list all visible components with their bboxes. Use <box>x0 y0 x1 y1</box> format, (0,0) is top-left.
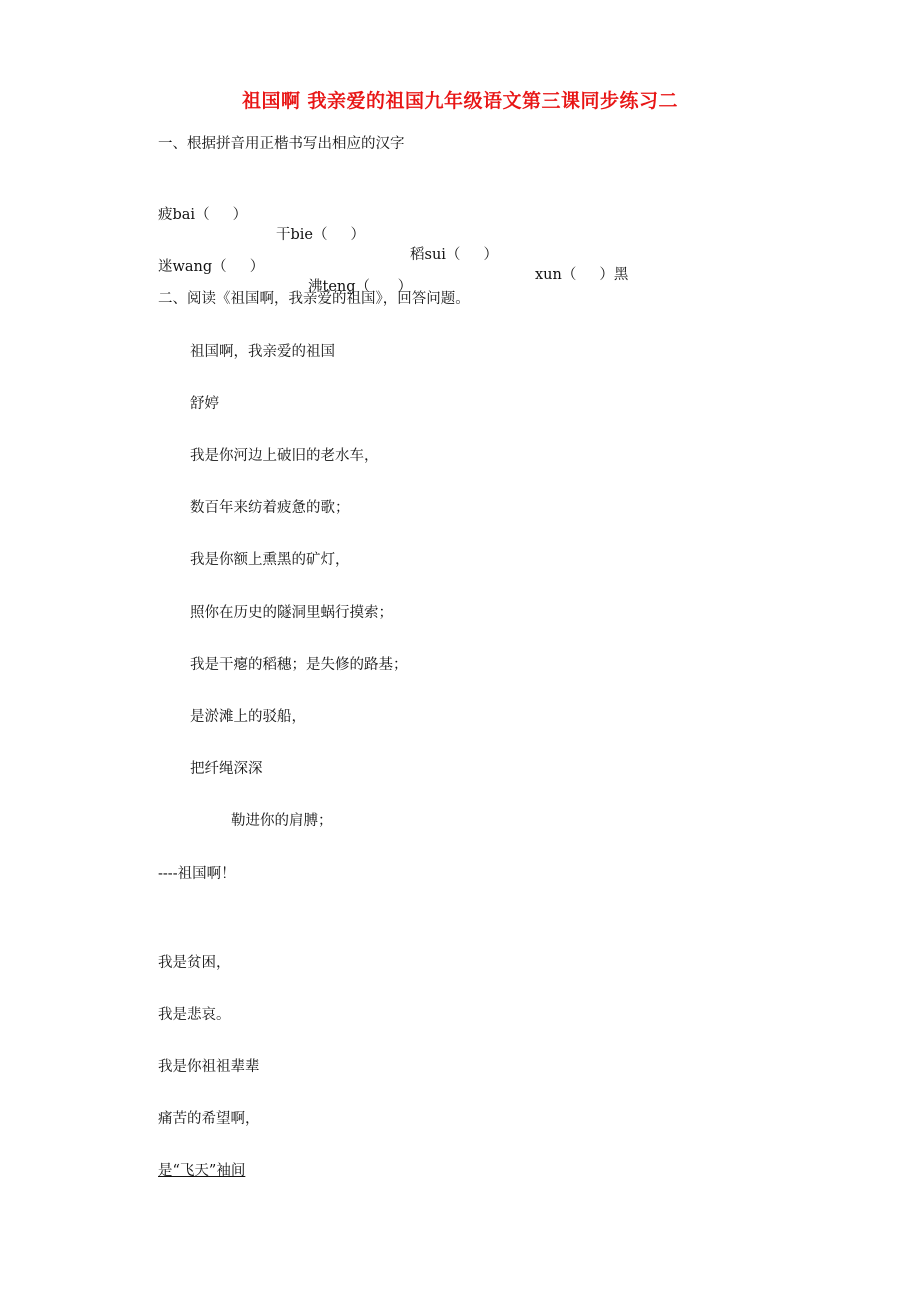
pinyin-item-xunhei: xun（ ）黑 <box>535 267 629 283</box>
pinyin-item-ganbie: 干bie（ ） <box>276 227 366 243</box>
poem-line: 我是悲哀。 <box>158 1007 231 1023</box>
poem-line-underlined: 是“飞天”袖间 <box>158 1163 246 1179</box>
section1-heading: 一、根据拼音用正楷书写出相应的汉字 <box>158 136 405 152</box>
document-title: 祖国啊 我亲爱的祖国九年级语文第三课同步练习二 <box>241 90 679 112</box>
poem-author: 舒婷 <box>190 396 219 412</box>
poem-line-indented: 勒进你的肩膊； <box>231 813 333 829</box>
poem-line: 我是你河边上破旧的老水车， <box>190 448 379 464</box>
poem-line: 我是你额上熏黑的矿灯， <box>190 552 350 568</box>
poem-line: 照你在历史的隧洞里蜗行摸索； <box>190 605 393 621</box>
poem-line: 我是贫困， <box>158 955 231 971</box>
poem-line: 把纤绳深深 <box>190 761 263 777</box>
section2-heading: 二、阅读《祖国啊，我亲爱的祖国》，回答问题。 <box>158 291 470 307</box>
poem-line: 我是干瘪的稻穗；是失修的路基； <box>190 657 408 673</box>
pinyin-item-feiteng: 沸teng（ ） <box>308 279 413 295</box>
poem-line: 是淤滩上的驳船， <box>190 709 306 725</box>
poem-title: 祖国啊，我亲爱的祖国 <box>190 344 335 360</box>
pinyin-item-miwang: 迷wang（ ） <box>158 259 265 275</box>
poem-line: 痛苦的希望啊， <box>158 1111 260 1127</box>
pinyin-item-daosui: 稻sui（ ） <box>410 247 498 263</box>
poem-refrain: ----祖国啊！ <box>158 866 236 882</box>
poem-line: 我是你祖祖辈辈 <box>158 1059 260 1075</box>
poem-line: 数百年来纺着疲惫的歌； <box>190 500 350 516</box>
pinyin-item-pibai: 疲bai（ ） <box>158 207 248 223</box>
